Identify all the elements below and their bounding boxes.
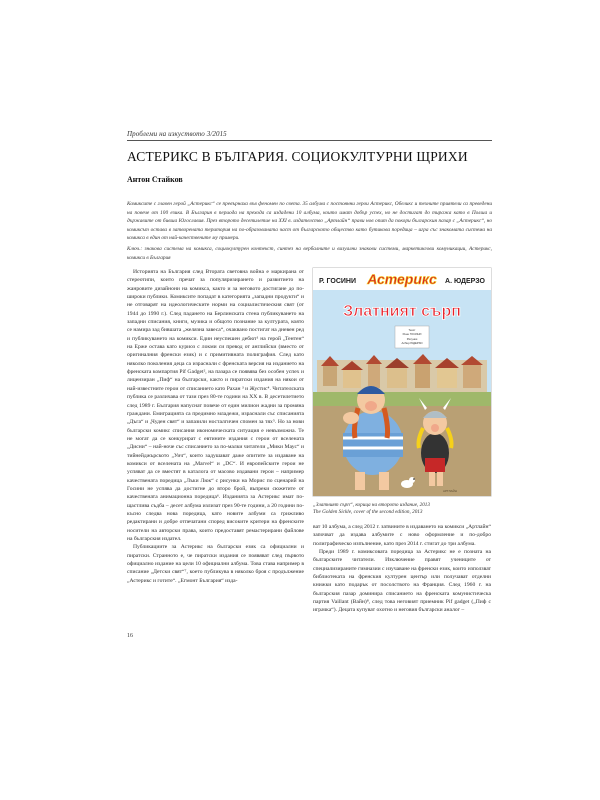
article-title: АСТЕРИКС В БЪЛГАРИЯ. СОЦИОКУЛТУРНИ ЩРИХИ <box>127 149 468 164</box>
figure-caption <box>313 502 491 516</box>
cover-author-left: Р. ГОСИНИ <box>319 278 357 285</box>
paragraph: ват 10 албума, а след 2012 г. затвините в издаването на комикси „Артлайн“ започват да издава албумите с ново оформление и по-добро полиграфическо изпълнение, като през 2014 г. стигат до три албума. <box>313 524 491 547</box>
cover-figure <box>313 268 491 496</box>
paragraph: Преди 1989 г. комиксовата поредица за Астерикс не е позната на българските читатели. Изключение правят учениците от специализираните гимназии с изучаване на френски език, които използват библиотеката на френския културен център или получават отделни книжки като подарък от посолството на Франция. След 1960 г. на българския пазар доминира списанието на френската комунистическа партия Vaillant (Вайн)⁸, след това неговият приемник Pif gadget („Пиф с играчка“). Децата купуват охотно и неговия български аналог – <box>313 549 491 614</box>
cover-title: Златният сърп <box>343 303 461 320</box>
body-column-left <box>127 268 304 788</box>
article-author: Антон Стайков <box>127 175 183 184</box>
credit-line: Албер ЮДЕРЗО <box>401 341 423 345</box>
abstract: Комиксите с главен герой „Астерикс“ се превърнаха във феномен по света. 35 албума с постоянни герои Астерикс, Обеликс и техните приятели са преведени на повече от 100 езика. В България в периода на прехода са издадени 10 албума, които имат добър успех, но не достигат до тиража като в Полша и държавите от бивша Югославия. През второто десетилетие на XXI в. издателство „Артлайн“ прави нов опит да покори българския пазар с „Астерикс“, но комиксът остава в затворената територия на по-образованата част от българското общество като бутикова поредица – игра със знакомата система на комикса в един от най-качествените му примери. <box>127 201 492 242</box>
page-number: 16 <box>127 633 133 639</box>
cover-author-right: А. ЮДЕРЗО <box>445 278 485 285</box>
paragraph: Историята на България след Втората световна война е маркирана от стереотипи, които пречат за популяризирането и развитието на жанровите дизайнони на комикса, както и за неговото достигане до по-широки публики. Комиксите попадат в категорията „западни продукти“ и не отговарят на идеологическите норми на социалистическия свят (от 1944 до 1990 г.). След падането на Берлинската стена публикуването на западни списания, книги, музика и общото познание за културата, която се намира зад бившата „желязна завеса“, очаквано постигат на дневен ред и публикуването на комикси. Един неуспешен дебют¹ на герой „Тентен“ на Ерже остава като куриоз с локми си превод от английски (вместо от оригиналния френски език) и с примитивната полиграфия. След като няколко поколения деца са израснали с френската версия на изданието на френската компартия Pif Gadget², на пазара се появява без особен успех и лицензиран „Пиф“ на български, както и пиратски издания на някои от най-известните герои от списанието като Рахан ³ и Жустис⁴. Читателската публика се различава от тази през 80-те години на XX в. В десетилетието след 1989 г. България напуснат повече от един милион жадни за промяна граждани. Емиграцията са предимно младежи, израснали със списанията „Дъга“ и „Чуден свят“ и запазили носталгичен спомен за тях⁵. Но за нови български комикс списания икономическата ситуация е невъзможна. Те не могат да се конкурират с евтините издания с герои от вселената „Дисни“ – най-ноче със списанието за по-малки читатели „Мики Маус“ и тийнейджърското „Уич“, които задушават даже опитите за издаване на комикси от вселената на „Marvel“ и „DC“. И европейските герои не успяват да се вместят в каталога от масово издавани герои – например качествената поредица „Лъки Люк“ с рисунки на Морис по сценарий на Госини не успява да достигне до второ брой, въпреки сюжетите от качествената анимационна поредица⁶. Изданията за Астерикс имат по-щастлива съдба – десет албума излизат през 90-те години, а 20 години по-късно следва нова поредица, като новите албуми са грижливо редактирани и добре отпечатани според високите критери на френските носители на авторски права, които предоставят ремастерирани файлове на българския издател. <box>127 269 304 542</box>
caption-bulgarian: „Златният сърп“, корица на второто издание, 2013 <box>313 502 430 508</box>
journal-header: Проблеми на изкуството 3/2015 <box>127 130 227 138</box>
city-background <box>313 354 491 406</box>
caption-english: The Golden Sickle, cover of the second edition, 2013 <box>313 509 423 515</box>
publisher-mark: АРТЛАЙН <box>443 489 457 493</box>
keywords: Ключ.: знакова система на комикса, социокултурен контекст, синтез на вербалните и визуални знакови системи, маркетингови комуникации, Астерикс, комикси в България <box>127 246 492 261</box>
credit-line: Рисунки <box>406 337 418 341</box>
body-column-right <box>313 523 491 629</box>
cover-illustration <box>313 268 491 496</box>
credit-line: Текст <box>408 328 416 332</box>
paragraph: Публикациите за Астерикс на български език са официални и пиратски. Странното е, че пиратски издания се появяват след първото официално издание на цели 10 официални албума. Това става например в списание „Детски свят“⁷, което публикува в няколко броя с продължение „Астерикс и готите“. „Егмонт България“ изда- <box>127 544 304 584</box>
credit-line: Рене ГОСИНИ <box>402 332 422 336</box>
series-logo: Астерикс <box>367 271 437 287</box>
header-rule <box>127 140 492 141</box>
